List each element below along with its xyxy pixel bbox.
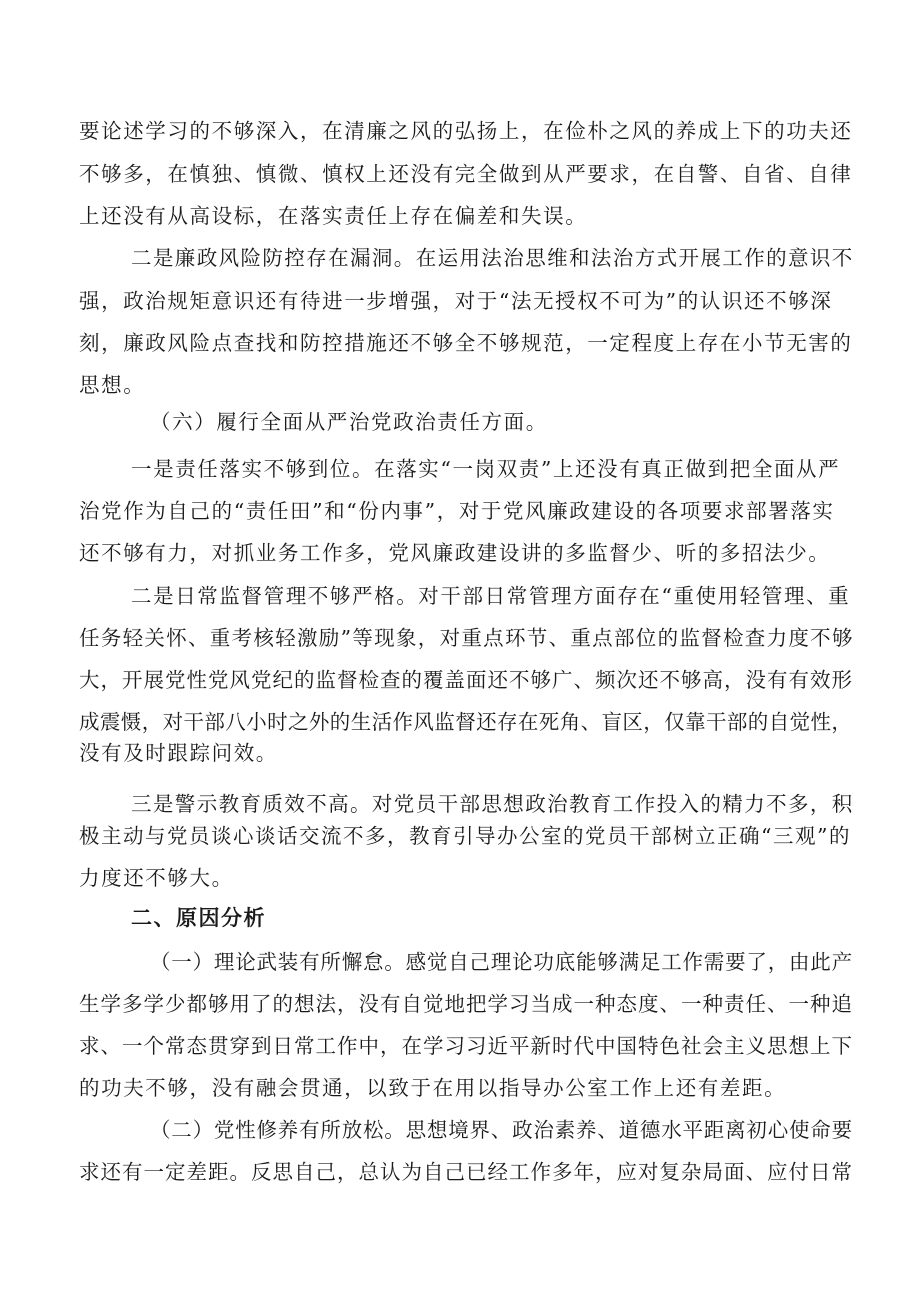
section-heading: 二、原因分析 xyxy=(131,906,266,930)
section-subheading: （六）履行全面从严治党政治责任方面。 xyxy=(150,410,548,434)
paragraph-line: 三是警示教育质效不高。对党员干部思想政治教育工作投入的精力不多，积 xyxy=(131,792,854,816)
paragraph-line: 极主动与党员谈心谈话交流不多，教育引导办公室的党员干部树立正确“三观”的 xyxy=(79,824,851,848)
paragraph-line: 治党作为自己的“责任田”和“份内事”，对于党风廉政建设的各项要求部署落实 xyxy=(79,499,835,523)
paragraph-line: 力度还不够大。 xyxy=(79,866,234,890)
paragraph-line: 求、一个常态贯穿到日常工作中，在学习习近平新时代中国特色社会主义思想上下 xyxy=(79,1034,853,1058)
paragraph-line: 大，开展党性党风党纪的监督检查的覆盖面还不够广、频次还不够高，没有有效形 xyxy=(79,668,853,692)
paragraph-line: 一是责任落实不够到位。在落实“一岗双责”上还没有真正做到把全面从严 xyxy=(131,457,841,481)
paragraph-line: 任务轻关怀、重考核轻激励”等现象，对重点环节、重点部位的监督检查力度不够 xyxy=(79,626,854,650)
paragraph-line: （一）理论武装有所懈怠。感觉自己理论功底能够满足工作需要了，由此产 xyxy=(150,950,853,974)
paragraph-line: 要论述学习的不够深入，在清廉之风的弘扬上，在俭朴之风的养成上下的功夫还 xyxy=(79,119,853,143)
paragraph-line: 二是日常监督管理不够严格。对干部日常管理方面存在“重使用轻管理、重 xyxy=(131,584,851,608)
paragraph-line: 强，政治规矩意识还有待进一步增强，对于“法无授权不可为”的认识还不够深 xyxy=(79,289,833,313)
paragraph-line: 的功夫不够，没有融会贯通，以致于在用以指导办公室工作上还有差距。 xyxy=(79,1076,787,1100)
paragraph-line: 思想。 xyxy=(79,373,146,397)
paragraph-line: 刻，廉政风险点查找和防控措施还不够全不够规范，一定程度上存在小节无害的 xyxy=(79,331,853,355)
paragraph-line: 成震慑，对干部八小时之外的生活作风监督还存在死角、盲区，仅靠干部的自觉性， xyxy=(79,710,853,734)
paragraph-line: 二是廉政风险防控存在漏洞。在运用法治思维和法治方式开展工作的意识不 xyxy=(131,246,854,270)
paragraph-line: 还不够有力，对抓业务工作多，党风廉政建设讲的多监督少、听的多招法少。 xyxy=(79,541,831,565)
paragraph-line: 求还有一定差距。反思自己，总认为自己已经工作多年，应对复杂局面、应付日常 xyxy=(79,1160,853,1184)
paragraph-line: 上还没有从高设标，在落实责任上存在偏差和失误。 xyxy=(79,204,588,228)
paragraph-line: 生学多学少都够用了的想法，没有自觉地把学习当成一种态度、一种责任、一种追 xyxy=(79,992,853,1016)
paragraph-line: 不够多，在慎独、慎微、慎权上还没有完全做到从严要求，在自警、自省、自律 xyxy=(79,162,853,186)
paragraph-line: 没有及时跟踪问效。 xyxy=(79,741,278,765)
paragraph-line: （二）党性修养有所放松。思想境界、政治素养、道德水平距离初心使命要 xyxy=(150,1118,853,1142)
